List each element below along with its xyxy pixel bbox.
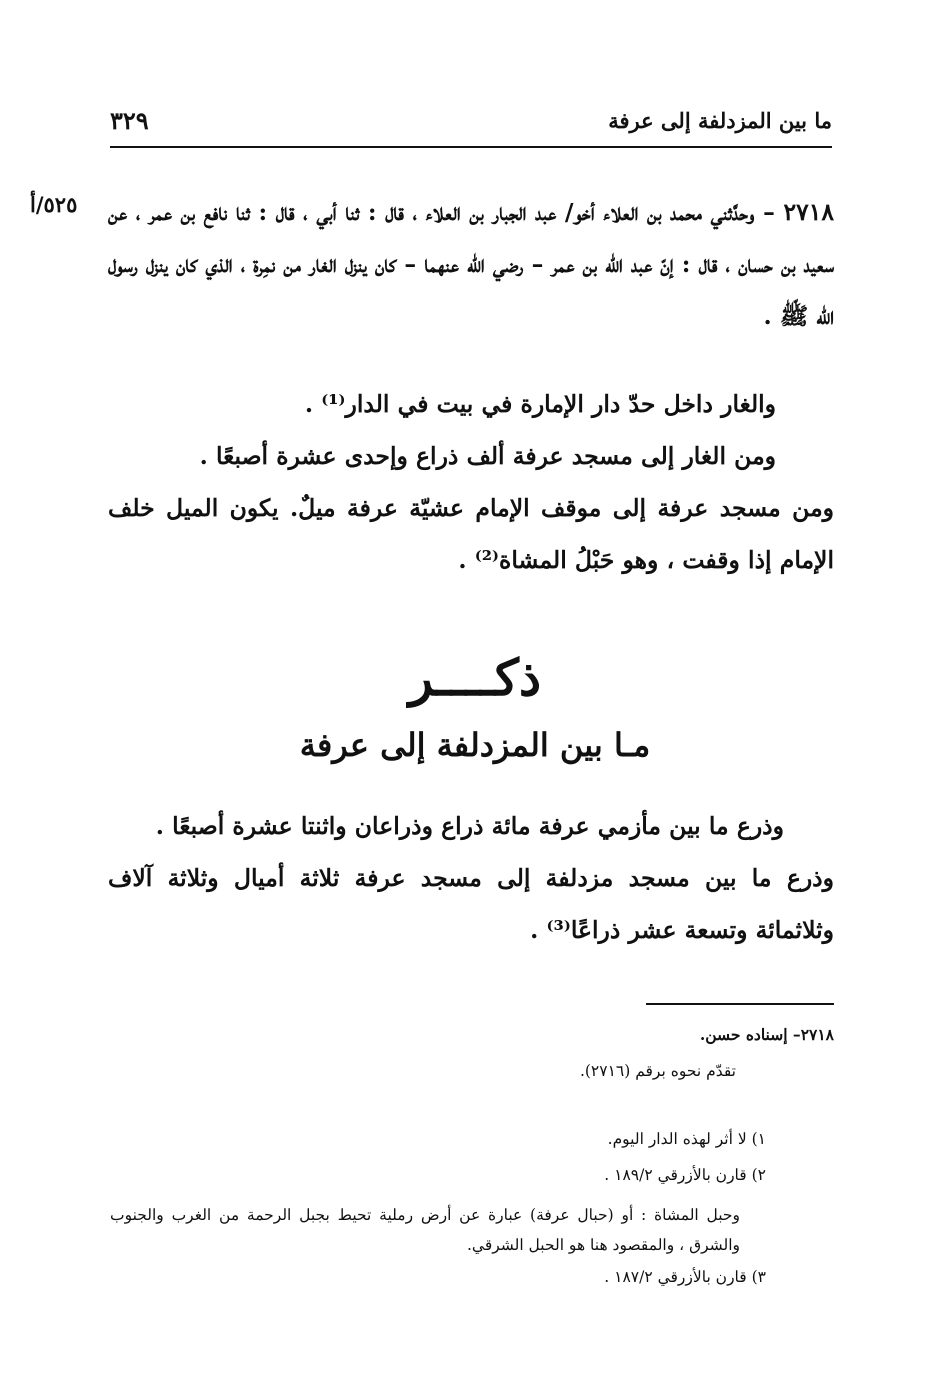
paragraph: ومن الغار إلى مسجد عرفة ألف ذراع وإحدى عشرة أصبعًا . xyxy=(199,442,776,470)
section-paragraph: وذرع ما بين مأزمي عرفة مائة ذراع وذراعان واثنتا عشرة أصبعًا . xyxy=(155,812,784,840)
footnote-3: ٣) قارن بالأزرقي ١٨٧/٢ . xyxy=(604,1268,766,1286)
header-divider xyxy=(110,146,832,148)
footnote-1: ١) لا أثر لهذه الدار اليوم. xyxy=(607,1130,766,1148)
footnote-cross-reference: تقدّم نحوه برقم (٢٧١٦). xyxy=(579,1062,736,1080)
section-title: مـا بين المزدلفة إلى عرفة xyxy=(299,726,651,764)
page-number: ٣٢٩ xyxy=(110,106,149,135)
paragraph: والغار داخل حدّ دار الإمارة في بيت في الدار⁽¹⁾ . xyxy=(304,390,776,418)
footnote-divider xyxy=(646,1003,834,1005)
footnote-2-detail: وحبل المشاة : أو (حبال عرفة) عبارة عن أرض رملية تحيط بجبل الرحمة من الغرب والجنوب والشرق ، والمقصود هنا هو الحبل الشرقي. xyxy=(110,1206,740,1254)
running-title: ما بين المزدلفة إلى عرفة xyxy=(608,108,832,133)
footnote-2: ٢) قارن بالأزرقي ١٨٩/٢ . xyxy=(604,1166,766,1184)
manuscript-folio-note: ٥٢٥/أ xyxy=(30,192,78,217)
section-paragraph: وذرع ما بين مسجد مزدلفة إلى مسجد عرفة ثلاثة أميال وثلاثة آلاف وثلاثمائة وتسعة عشر ذراعًا⁽³⁾ . xyxy=(108,864,834,944)
footnote-hadith-grade: ٢٧١٨– إسناده حسن. xyxy=(699,1025,834,1044)
section-heading: ذكــــر xyxy=(408,648,542,707)
hadith-text: ٢٧١٨ – وحدَّثني محمد بن العلاء أخو/ عبد الجبار بن العلاء ، قال : ثنا أبي ، قال : ثنا نافع بن عمر ، عن سعيد بن حسان ، قال : إنّ عبد الله بن عمر – رضي الله عنهما – كان ينزل الغار من نمِرة ، الذي كان ينزل رسول الله ﷺ . xyxy=(108,198,834,330)
running-header xyxy=(110,108,832,144)
paragraph: ومن مسجد عرفة إلى موقف الإمام عشيّة عرفة ميلٌ. يكون الميل خلف الإمام إذا وقفت ، وهو حَبْلُ المشاة⁽²⁾ . xyxy=(108,494,834,574)
